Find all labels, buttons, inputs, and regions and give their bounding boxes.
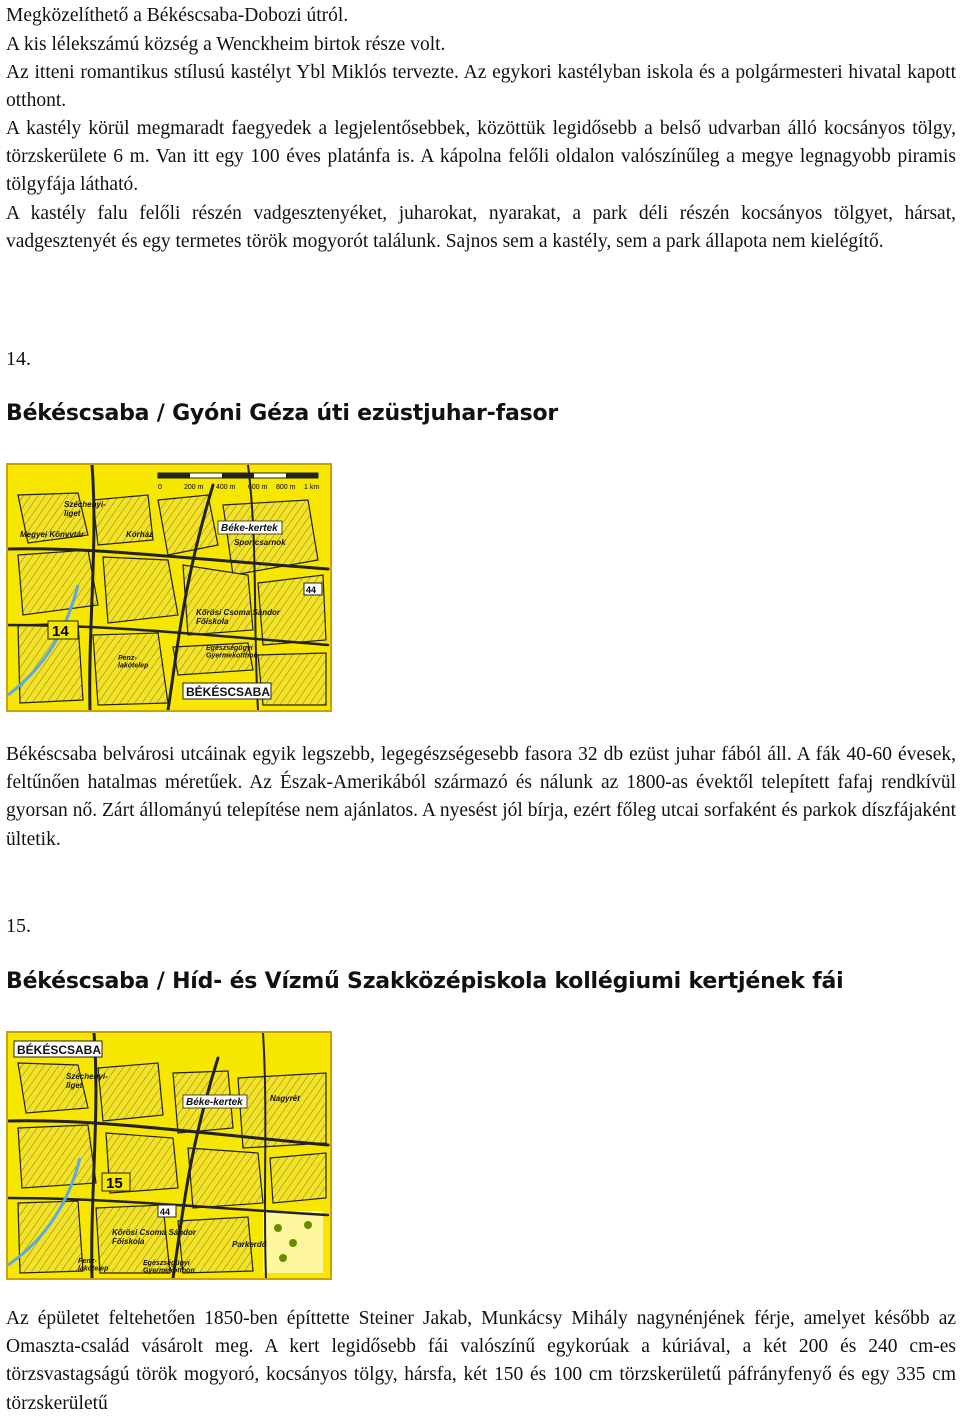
paragraph-section-15: Az épületet feltehetően 1850-ben építtette Steiner Jakab, Munkácsy Mihály nagynénjének férje, amelyet később az Omaszta-család vásárolt meg. A kert legidősebb fái valószínű egykorúak a kúriával, a két 200 és 240 cm-es törzsvastagságú török mogyoró, kocsányos tölgy, hársfa, két 150 és 100 cm törzskerületű páfrányfenyő és egy 335 cm törzskerületű: [6, 1308, 956, 1414]
road-44-label: 44: [160, 1207, 171, 1217]
paragraph-park: A kastély falu felőli részén vadgesztenyéket, juharokat, nyarakat, a park déli részén kocsányos tölgyet, hársat, vadgesztenyét és egy termetes török mogyorót találunk. Sajnos sem a kastély, sem a park állapota nem kielégítő.: [6, 203, 956, 253]
site-marker-15: [102, 1173, 130, 1192]
label-korhaz: Kórház: [126, 530, 154, 539]
label-city: BÉKÉSCSABA: [17, 1043, 102, 1057]
section-number-15: 15.: [6, 915, 31, 937]
label-konyvtar: Megyei Könyvtár: [20, 530, 85, 539]
paragraph-castle: Az itteni romantikus stílusú kastélyt Ybl Miklós tervezte. Az egykori kastélyban iskola és a polgármesteri hivatal kapott otthont.: [6, 62, 956, 112]
label-szechenyi-liget: Széchenyi-liget: [66, 1072, 108, 1090]
label-parkerdo: Parkerdő: [232, 1240, 267, 1249]
site-marker-14: [48, 621, 78, 640]
map-15: [6, 1031, 332, 1280]
label-beke-kertek: Béke-kertek: [221, 523, 278, 534]
label-szechenyi-liget: Széchenyi-liget: [64, 500, 106, 518]
label-foiskola: Kőrösi Csoma Sándor Főiskola: [112, 1228, 197, 1246]
paragraph-section-14: Békéscsaba belvárosi utcáinak egyik legszebb, legegészségesebb fasora 32 db ezüst juhar fából áll. A fák 40-60 évesek, feltűnően hatalmas méretűek. Az Észak-Amerikából származó és nálunk az 1800-as évektől telepített fafaj rendkívül gyorsan nő. Zárt állományú telepítése nem ajánlatos. A nyesést jól bírja, ezért főleg utcai sorfaként és parkok díszfájaként ültetik.: [6, 744, 956, 850]
scale-label-600: 600 m: [248, 484, 268, 491]
label-gyermekotthon: Egészségügyi Gyermekotthon: [143, 1260, 195, 1275]
road-44-shield: [158, 1205, 176, 1217]
label-beke-kertek: Béke-kertek: [186, 1097, 243, 1108]
label-nagyret: Nagyrét: [270, 1094, 300, 1103]
label-penzugy: Penz-lakótelep: [118, 655, 149, 670]
section-title-14: Békéscsaba / Gyóni Géza úti ezüstjuhar-fasor: [6, 401, 559, 426]
paragraph-access: Megközelíthető a Békéscsaba-Dobozi útról.: [6, 5, 349, 26]
road-44-label: 44: [306, 585, 317, 595]
site-number-label: 15: [106, 1175, 123, 1192]
map-14: [6, 463, 332, 712]
label-sportcsarnok: Sportcsarnok: [234, 538, 286, 547]
section-title-15: Békéscsaba / Híd- és Vízmű Szakközépiskola kollégiumi kertjének fái: [6, 969, 844, 994]
label-penzugy: Penz-lakótelep: [78, 1258, 109, 1273]
label-gyermekotthon: Egészségügyi Gyermekotthon: [206, 645, 258, 660]
scale-label-1km: 1 km: [304, 484, 320, 491]
site-number-label: 14: [52, 623, 69, 640]
section-number-14: 14.: [6, 348, 31, 370]
label-foiskola: Kőrösi Csoma Sándor Főiskola: [196, 608, 281, 626]
paragraph-trees: A kastély körül megmaradt faegyedek a legjelentősebbek, közöttük legidősebb a belső udvarban álló kocsányos tölgy, törzskerülete 6 m. Van itt egy 100 éves platánfa is. A kápolna felőli oldalon valószínűleg a megye legnagyobb piramis tölgyfája látható.: [6, 118, 956, 196]
road-44-shield: [304, 583, 322, 595]
scale-label-0: 0: [158, 484, 162, 491]
paragraph-estate: A kis lélekszámú község a Wenckheim birtok része volt.: [6, 34, 446, 55]
scale-label-200: 200 m: [184, 484, 204, 491]
scale-label-800: 800 m: [276, 484, 296, 491]
parkerdo-area: [263, 1211, 323, 1273]
label-city: BÉKÉSCSABA: [186, 685, 271, 699]
scale-label-400: 400 m: [216, 484, 236, 491]
